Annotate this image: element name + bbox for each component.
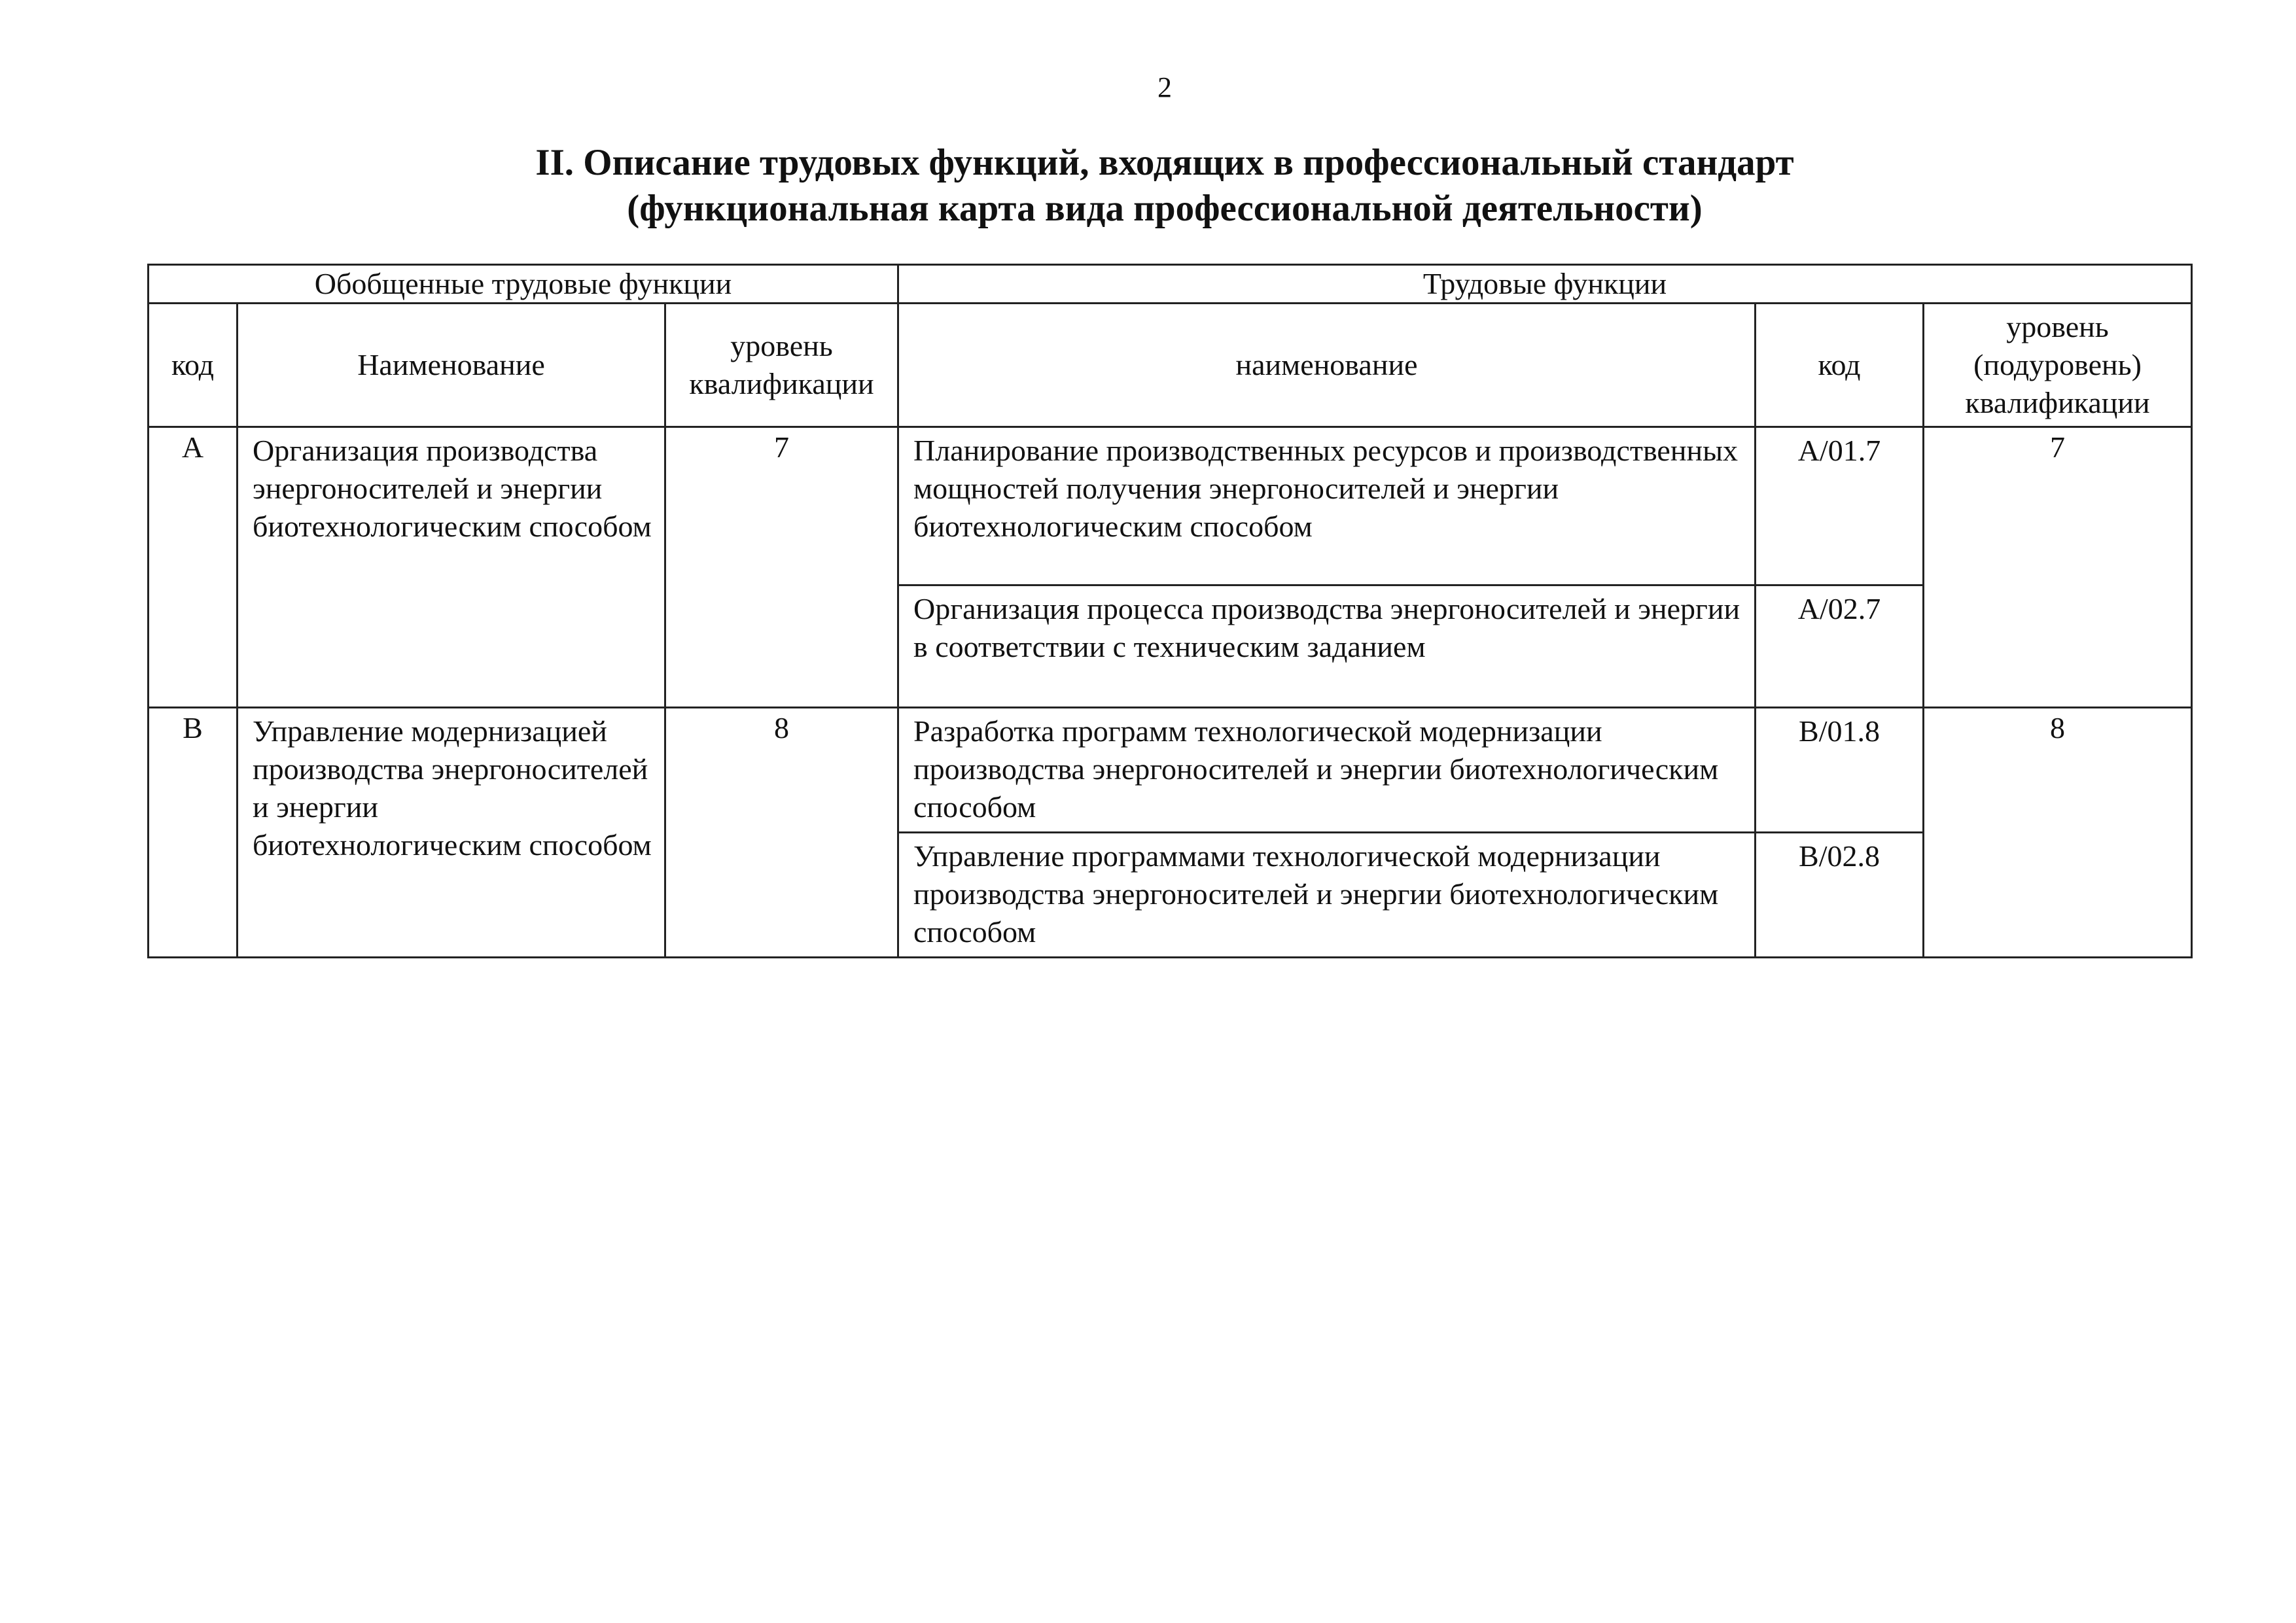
page-number: 2 [1157,71,1172,103]
page-title-line-1: II. Описание трудовых функций, входящих в профессиональный стандарт [535,142,1794,183]
header-tf-code: код [1756,304,1924,427]
labor-function-name: Управление программами технологической модернизации производства энергоносителей и энергии биотехнологическим способом [898,833,1756,958]
table-row [149,427,2192,585]
header-tf-level: уровень (подуровень) квалификации [1924,304,2192,427]
page-title-line-2: (функциональная карта вида профессиональной деятельности) [627,188,1703,229]
labor-function-code: B/01.8 [1756,708,1924,833]
labor-function-name: Разработка программ технологической модернизации производства энергоносителей и энергии биотехнологическим способом [898,708,1756,833]
header-labor-functions: Трудовые функции [898,265,2192,304]
gen-function-code: A [149,427,238,708]
labor-function-level: 8 [1924,708,2192,958]
header-tf-name: наименование [898,304,1756,427]
header-gen-level: уровень квалификации [665,304,898,427]
header-gen-code: код [149,304,238,427]
header-generalized-functions: Обобщенные трудовые функции [149,265,898,304]
labor-function-name: Организация процесса производства энергоносителей и энергии в соответствии с техническим заданием [898,585,1756,708]
gen-function-name: Управление модернизацией производства энергоносителей и энергии биотехнологическим способом [238,708,665,958]
labor-function-code: A/02.7 [1756,585,1924,708]
functional-map-table [147,264,2193,958]
page-title [0,140,2296,232]
group-header-row [149,265,2192,304]
gen-function-level: 8 [665,708,898,958]
labor-function-code: A/01.7 [1756,427,1924,585]
header-gen-name: Наименование [238,304,665,427]
labor-function-code: B/02.8 [1756,833,1924,958]
labor-function-name: Планирование производственных ресурсов и производственных мощностей получения энергоносителей и энергии биотехнологическим способом [898,427,1756,585]
labor-function-level: 7 [1924,427,2192,708]
column-header-row [149,304,2192,427]
gen-function-code: B [149,708,238,958]
gen-function-name: Организация производства энергоносителей и энергии биотехнологическим способом [238,427,665,708]
gen-function-level: 7 [665,427,898,708]
table-row [149,708,2192,833]
